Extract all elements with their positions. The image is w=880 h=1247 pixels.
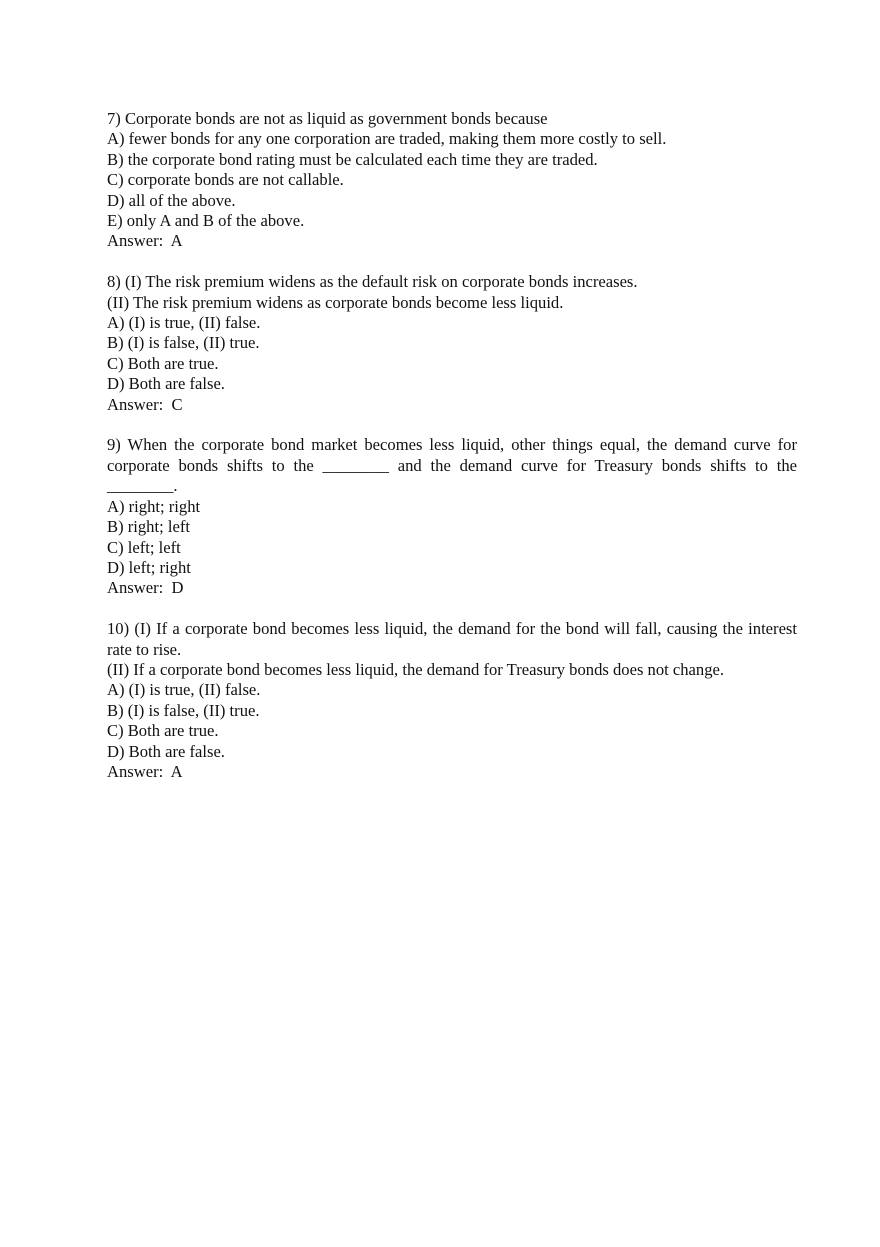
option-c: C) Both are true. [107,353,219,373]
option-c: C) Both are true. [107,721,219,741]
option-c: C) corporate bonds are not callable. [107,170,344,190]
option-d: D) left; right [107,557,191,577]
option-d: D) all of the above. [107,190,236,210]
option-a: A) fewer bonds for any one corporation are traded, making them more costly to sell. [107,129,667,149]
option-b: B) (I) is false, (II) true. [107,333,260,353]
question-stem: 7) Corporate bonds are not as liquid as government bonds because [107,109,548,128]
option-d: D) Both are false. [107,741,225,761]
option-a: A) (I) is true, (II) false. [107,313,261,333]
option-b: B) right; left [107,517,190,537]
document-page [107,109,797,803]
option-a: A) right; right [107,496,201,516]
option-e: E) only A and B of the above. [107,211,305,231]
answer-line: Answer: D [107,578,184,598]
question-9 [107,435,797,598]
option-d: D) Both are false. [107,374,225,394]
option-b: B) the corporate bond rating must be calculated each time they are traded. [107,149,598,169]
option-b: B) (I) is false, (II) true. [107,700,260,720]
question-stem: 9) When the corporate bond market becomes less liquid, other things equal, the demand curve for corporate bonds shifts to the ________ and the demand curve for Treasury bonds shifts to the ________. [107,435,797,496]
question-stem-part-2: (II) If a corporate bond becomes less liquid, the demand for Treasury bonds does not change. [107,659,725,679]
question-10 [107,619,797,782]
question-stem: 8) (I) The risk premium widens as the default risk on corporate bonds increases. [107,272,638,292]
question-8 [107,272,797,415]
option-a: A) (I) is true, (II) false. [107,680,261,700]
question-stem-part-2: (II) The risk premium widens as corporate bonds become less liquid. [107,292,564,312]
question-stem: 10) (I) If a corporate bond becomes less liquid, the demand for the bond will fall, causing the interest rate to rise. [107,619,797,659]
answer-line: Answer: A [107,761,183,781]
answer-line: Answer: A [107,231,183,251]
question-7 [107,109,797,252]
answer-line: Answer: C [107,394,183,414]
option-c: C) left; left [107,537,181,557]
